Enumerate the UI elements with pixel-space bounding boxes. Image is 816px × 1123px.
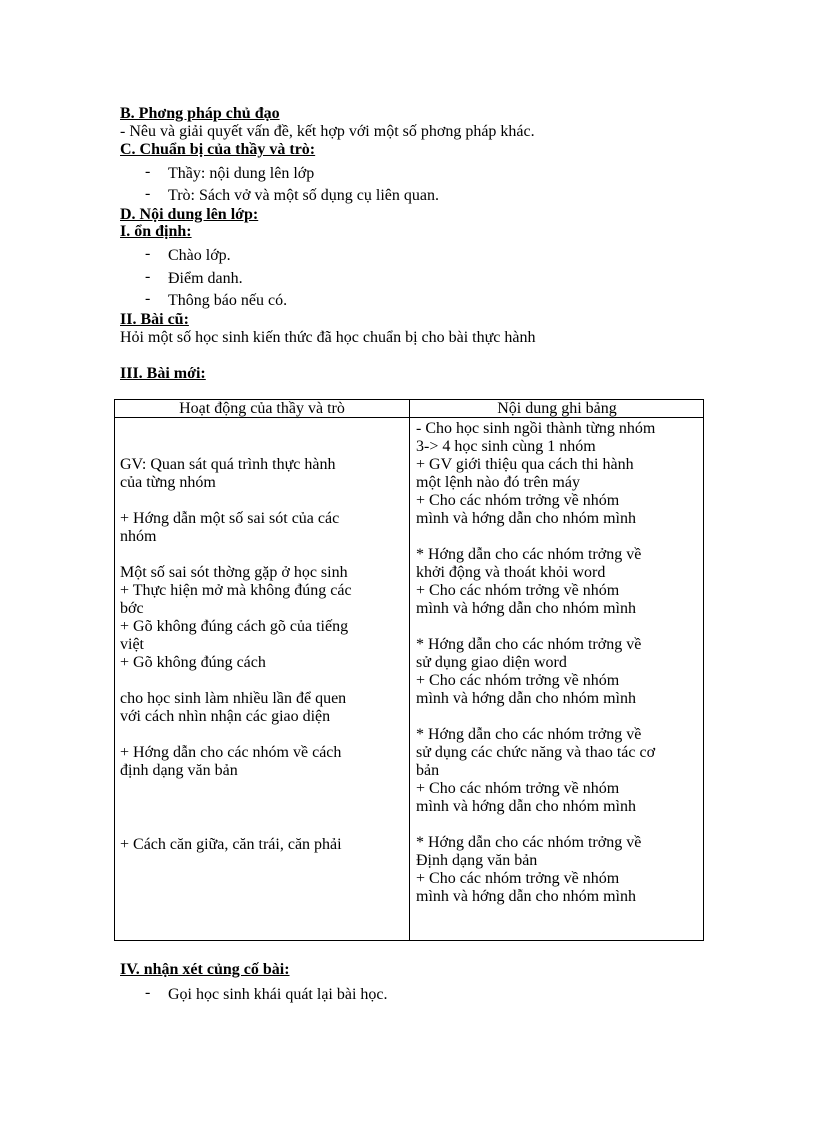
section-b-text: - Nêu và giải quyết vấn đề, kết hợp với một số phơng pháp khác. bbox=[120, 123, 535, 140]
table-header-board-content: Nội dung ghi bảng bbox=[497, 400, 617, 417]
table-column-divider bbox=[409, 400, 410, 940]
board-content-cell-line: mình và hớng dẫn cho nhóm mình bbox=[416, 510, 636, 527]
activities-cell-line: + Cách căn giữa, căn trái, căn phải bbox=[120, 836, 342, 853]
board-content-cell-line: sử dụng các chức năng và thao tác cơ bbox=[416, 744, 656, 761]
board-content-cell-line: * Hớng dẫn cho các nhóm trởng về bbox=[416, 636, 642, 653]
section-b-heading: B. Phơng pháp chủ đạo bbox=[120, 105, 280, 122]
section-ii-heading: II. Bài cũ: bbox=[120, 311, 189, 328]
activities-cell-line: GV: Quan sát quá trình thực hành bbox=[120, 456, 336, 473]
list-item-text: Gọi học sinh khái quát lại bài học. bbox=[168, 986, 388, 1003]
bullet-dash: - bbox=[145, 290, 151, 307]
board-content-cell-line: + Cho các nhóm trởng về nhóm bbox=[416, 492, 620, 509]
board-content-cell-line: 3-> 4 học sinh cùng 1 nhóm bbox=[416, 438, 596, 455]
activities-cell-line: việt bbox=[120, 636, 144, 653]
section-d-heading: D. Nội dung lên lớp: bbox=[120, 206, 259, 223]
board-content-cell-line: + Cho các nhóm trởng về nhóm bbox=[416, 582, 620, 599]
section-c-heading: C. Chuẩn bị của thầy và trò: bbox=[120, 141, 316, 158]
bullet-dash: - bbox=[145, 268, 151, 285]
bullet-dash: - bbox=[145, 245, 151, 262]
section-iv-heading: IV. nhận xét củng cố bài: bbox=[120, 961, 290, 978]
list-item-text: Chào lớp. bbox=[168, 247, 231, 264]
board-content-cell-line: * Hớng dẫn cho các nhóm trởng về bbox=[416, 726, 642, 743]
board-content-cell-line: + Cho các nhóm trởng về nhóm bbox=[416, 870, 620, 887]
board-content-cell-line: sử dụng giao diện word bbox=[416, 654, 567, 671]
list-item-text: Thông báo nếu có. bbox=[168, 292, 288, 309]
bullet-dash: - bbox=[145, 185, 151, 202]
activities-cell-line: bớc bbox=[120, 600, 144, 617]
activities-cell-line: nhóm bbox=[120, 528, 157, 545]
list-item-text: Điểm danh. bbox=[168, 270, 243, 287]
activities-cell-line: cho học sinh làm nhiều lần để quen bbox=[120, 690, 347, 707]
activities-cell-line: + Gõ không đúng cách gõ của tiếng bbox=[120, 618, 349, 635]
section-ii-text: Hỏi một số học sinh kiến thức đã học chuẩn bị cho bài thực hành bbox=[120, 329, 536, 346]
activities-cell-line: định dạng văn bản bbox=[120, 762, 238, 779]
board-content-cell-line: mình và hớng dẫn cho nhóm mình bbox=[416, 798, 636, 815]
activities-cell-line: với cách nhìn nhận các giao diện bbox=[120, 708, 331, 725]
activities-cell-line: + Gõ không đúng cách bbox=[120, 654, 266, 671]
board-content-cell-line: Định dạng văn bản bbox=[416, 852, 538, 869]
board-content-cell-line: khởi động và thoát khỏi word bbox=[416, 564, 606, 581]
board-content-cell-line: một lệnh nào đó trên máy bbox=[416, 474, 580, 491]
board-content-cell-line: bản bbox=[416, 762, 440, 779]
bullet-dash: - bbox=[145, 163, 151, 180]
list-item-text: Trò: Sách vở và một số dụng cụ liên quan. bbox=[168, 187, 439, 204]
board-content-cell-line: mình và hớng dẫn cho nhóm mình bbox=[416, 690, 636, 707]
board-content-cell-line: + Cho các nhóm trởng về nhóm bbox=[416, 672, 620, 689]
activities-cell-line: + Thực hiện mở mà không đúng các bbox=[120, 582, 352, 599]
list-item-text: Thầy: nội dung lên lớp bbox=[168, 165, 315, 182]
activities-cell-line: Một số sai sót thờng gặp ở học sinh bbox=[120, 564, 348, 581]
board-content-cell-line: mình và hớng dẫn cho nhóm mình bbox=[416, 600, 636, 617]
activities-cell-line: + Hớng dẫn cho các nhóm về cách bbox=[120, 744, 342, 761]
board-content-cell-line: * Hớng dẫn cho các nhóm trởng về bbox=[416, 834, 642, 851]
board-content-cell-line: mình và hớng dẫn cho nhóm mình bbox=[416, 888, 636, 905]
board-content-cell-line: * Hớng dẫn cho các nhóm trởng về bbox=[416, 546, 642, 563]
activities-cell-line: của từng nhóm bbox=[120, 474, 216, 491]
board-content-cell-line: - Cho học sinh ngồi thành từng nhóm bbox=[416, 420, 656, 437]
board-content-cell-line: + Cho các nhóm trởng về nhóm bbox=[416, 780, 620, 797]
section-i-heading: I. ổn định: bbox=[120, 223, 192, 240]
activities-cell-line: + Hớng dẫn một số sai sót của các bbox=[120, 510, 340, 527]
board-content-cell-line: + GV giới thiệu qua cách thi hành bbox=[416, 456, 634, 473]
table-header-activities: Hoạt động của thầy và trò bbox=[179, 400, 345, 417]
bullet-dash: - bbox=[145, 984, 151, 1001]
section-iii-heading: III. Bài mới: bbox=[120, 365, 206, 382]
lesson-table bbox=[114, 399, 704, 941]
